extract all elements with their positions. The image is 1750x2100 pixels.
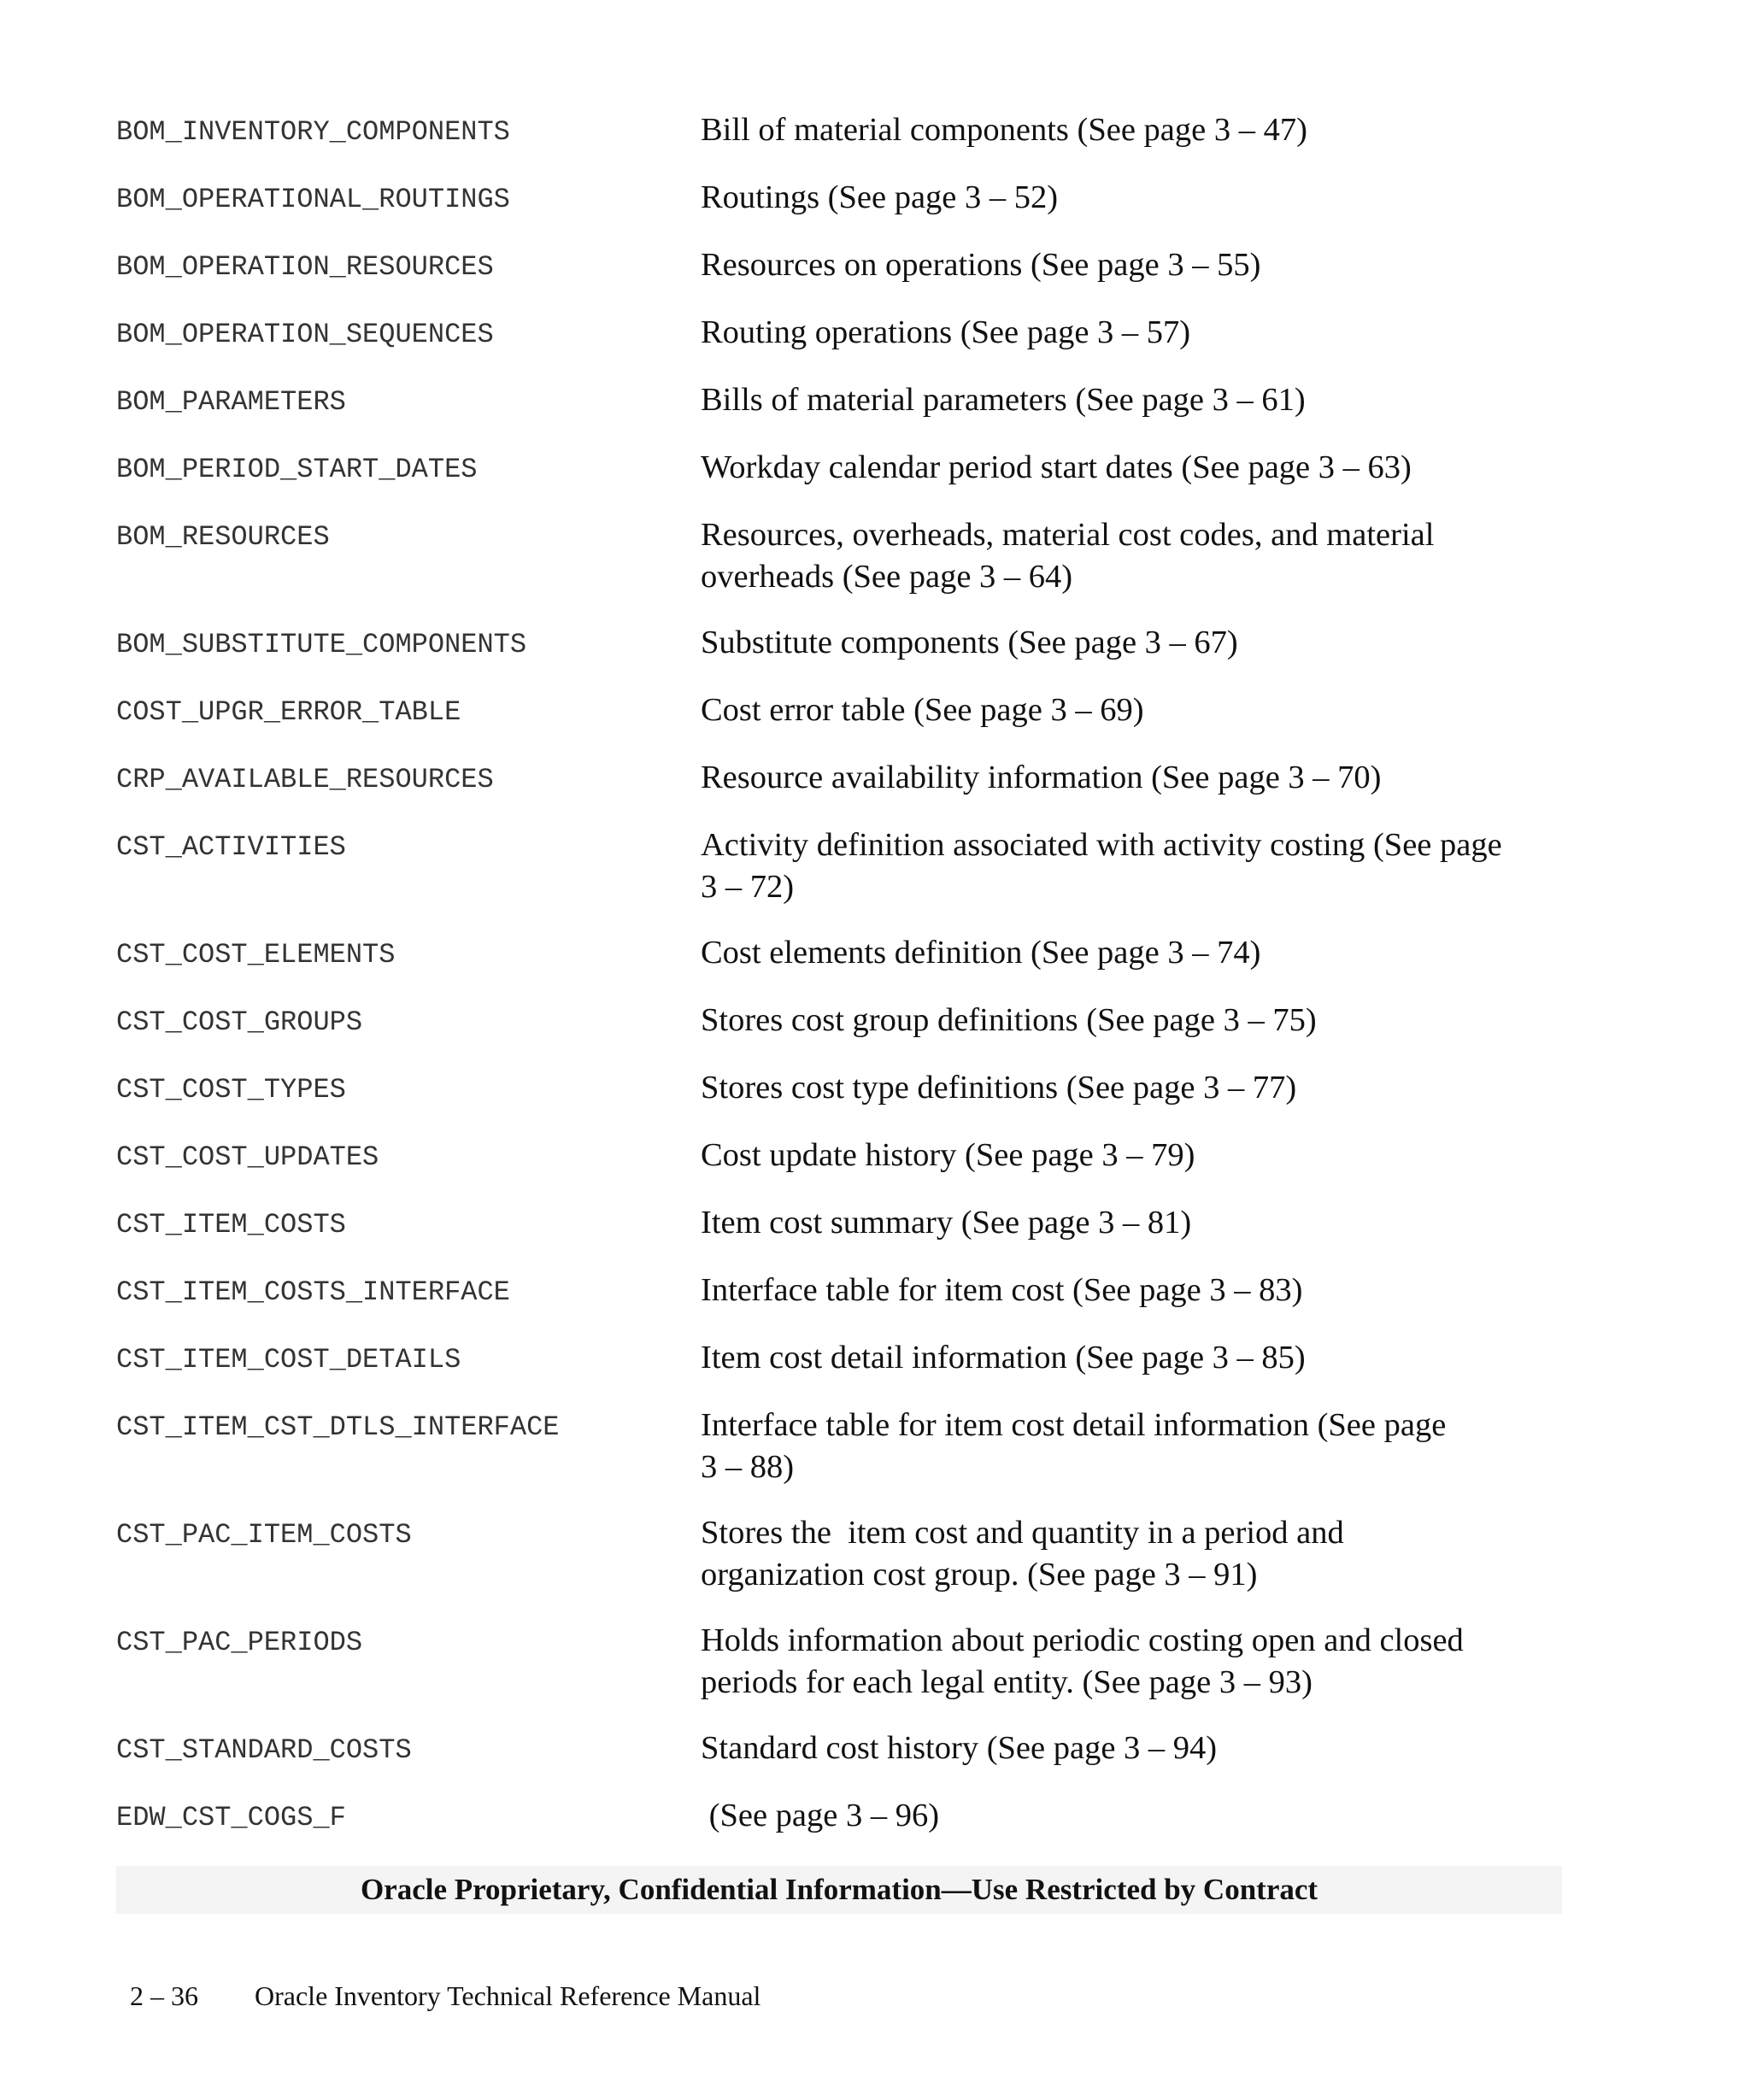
table-description xyxy=(701,177,1569,219)
table-name: CRP_AVAILABLE_RESOURCES xyxy=(116,764,494,795)
description-line: Routing operations (See page 3 – 57) xyxy=(701,314,1191,350)
table-description xyxy=(701,1270,1569,1311)
table-description xyxy=(701,379,1569,421)
table-entry-row xyxy=(116,109,1569,153)
description-line: organization cost group. (See page 3 – 91) xyxy=(701,1557,1258,1593)
table-entry-row xyxy=(116,1405,1569,1488)
table-name: CST_STANDARD_COSTS xyxy=(116,1734,412,1766)
table-name: BOM_RESOURCES xyxy=(116,521,330,553)
table-entry-row xyxy=(116,1202,1569,1246)
table-name: CST_COST_UPDATES xyxy=(116,1141,379,1173)
table-name: COST_UPGR_ERROR_TABLE xyxy=(116,696,461,728)
description-line: Interface table for item cost detail information (See page xyxy=(701,1407,1447,1443)
table-description xyxy=(701,1000,1569,1041)
table-name: EDW_CST_COGS_F xyxy=(116,1802,346,1833)
table-name: CST_ACTIVITIES xyxy=(116,831,346,863)
table-description xyxy=(701,1512,1569,1596)
description-line: Item cost detail information (See page 3 – 85) xyxy=(701,1340,1306,1376)
table-name: BOM_OPERATION_RESOURCES xyxy=(116,251,494,283)
description-line: Standard cost history (See page 3 – 94) xyxy=(701,1730,1218,1766)
description-line: Stores cost group definitions (See page 3 – 75) xyxy=(701,1002,1317,1038)
table-description xyxy=(701,1620,1569,1704)
table-entry-row xyxy=(116,757,1569,801)
table-entry-row xyxy=(116,1728,1569,1771)
table-entry-row xyxy=(116,1620,1569,1704)
table-name: CST_ITEM_CST_DTLS_INTERFACE xyxy=(116,1411,560,1443)
table-entry-row xyxy=(116,622,1569,666)
table-name: CST_ITEM_COSTS_INTERFACE xyxy=(116,1276,510,1308)
table-description xyxy=(701,109,1569,151)
table-entry-row xyxy=(116,932,1569,976)
description-line: Bills of material parameters (See page 3 – 61) xyxy=(701,382,1306,418)
confidentiality-banner xyxy=(116,1866,1562,1914)
manual-title: Oracle Inventory Technical Reference Manual xyxy=(255,1980,761,2011)
table-name: CST_PAC_ITEM_COSTS xyxy=(116,1519,412,1551)
table-entry-row xyxy=(116,824,1569,908)
table-entry-row xyxy=(116,312,1569,355)
table-name: BOM_INVENTORY_COMPONENTS xyxy=(116,116,510,148)
table-entry-row xyxy=(116,379,1569,423)
table-entry-row xyxy=(116,1337,1569,1381)
table-entry-row xyxy=(116,1135,1569,1178)
description-line: Resource availability information (See page 3 – 70) xyxy=(701,760,1382,795)
table-name: CST_ITEM_COSTS xyxy=(116,1209,346,1241)
description-line: 3 – 72) xyxy=(701,869,795,905)
table-description xyxy=(701,244,1569,286)
description-line: Item cost summary (See page 3 – 81) xyxy=(701,1205,1192,1241)
table-description xyxy=(701,622,1569,664)
table-entry-row xyxy=(116,689,1569,733)
description-line: Stores the item cost and quantity in a period and xyxy=(701,1515,1344,1551)
table-description xyxy=(701,1405,1569,1488)
table-description xyxy=(701,1067,1569,1109)
table-description xyxy=(701,824,1569,908)
description-line: Cost elements definition (See page 3 – 74) xyxy=(701,935,1261,971)
table-entry-row xyxy=(116,1795,1569,1839)
table-description xyxy=(701,932,1569,974)
description-line: Cost error table (See page 3 – 69) xyxy=(701,692,1144,728)
table-description xyxy=(701,514,1569,598)
table-name: BOM_SUBSTITUTE_COMPONENTS xyxy=(116,629,527,660)
table-name: BOM_OPERATIONAL_ROUTINGS xyxy=(116,184,510,215)
table-name: CST_COST_ELEMENTS xyxy=(116,939,396,971)
page-number: 2 – 36 xyxy=(130,1980,198,2011)
table-description xyxy=(701,1202,1569,1244)
table-entry-row xyxy=(116,244,1569,288)
description-line: Resources, overheads, material cost codes, and material xyxy=(701,517,1435,553)
description-line: Holds information about periodic costing open and closed xyxy=(701,1622,1464,1658)
table-description xyxy=(701,757,1569,799)
table-name: BOM_OPERATION_SEQUENCES xyxy=(116,319,494,350)
table-description xyxy=(701,1337,1569,1379)
table-description xyxy=(701,312,1569,354)
description-line: Cost update history (See page 3 – 79) xyxy=(701,1137,1195,1173)
description-line: Substitute components (See page 3 – 67) xyxy=(701,625,1238,660)
table-description xyxy=(701,1728,1569,1769)
table-name: BOM_PERIOD_START_DATES xyxy=(116,454,478,485)
table-description xyxy=(701,447,1569,489)
table-entry-row xyxy=(116,177,1569,220)
table-name: CST_ITEM_COST_DETAILS xyxy=(116,1344,461,1376)
description-line: Workday calendar period start dates (See page 3 – 63) xyxy=(701,449,1412,485)
table-name: BOM_PARAMETERS xyxy=(116,386,346,418)
description-line: Routings (See page 3 – 52) xyxy=(701,179,1059,215)
description-line: Bill of material components (See page 3 – 47) xyxy=(701,112,1307,148)
description-line: Activity definition associated with activity costing (See page xyxy=(701,827,1502,863)
table-description xyxy=(701,1795,1569,1837)
description-line: overheads (See page 3 – 64) xyxy=(701,559,1073,595)
table-entry-row xyxy=(116,1000,1569,1043)
table-entry-row xyxy=(116,1270,1569,1313)
description-line: Resources on operations (See page 3 – 55) xyxy=(701,247,1261,283)
table-entry-row xyxy=(116,1512,1569,1596)
table-description xyxy=(701,689,1569,731)
table-name: CST_PAC_PERIODS xyxy=(116,1627,363,1658)
table-name: CST_COST_TYPES xyxy=(116,1074,346,1106)
table-description xyxy=(701,1135,1569,1176)
description-line: 3 – 88) xyxy=(701,1449,795,1485)
description-line: Interface table for item cost (See page 3 – 83) xyxy=(701,1272,1303,1308)
banner-text: Oracle Proprietary, Confidential Information––Use Restricted by Contract xyxy=(360,1873,1318,1906)
page-footer xyxy=(116,1949,760,2012)
table-entry-row xyxy=(116,447,1569,490)
table-entry-row xyxy=(116,1067,1569,1111)
description-line: periods for each legal entity. (See page 3 – 93) xyxy=(701,1664,1312,1700)
table-name: CST_COST_GROUPS xyxy=(116,1006,363,1038)
table-list xyxy=(116,109,1569,1862)
description-line: Stores cost type definitions (See page 3 – 77) xyxy=(701,1070,1297,1106)
description-line: (See page 3 – 96) xyxy=(701,1798,940,1833)
table-entry-row xyxy=(116,514,1569,598)
